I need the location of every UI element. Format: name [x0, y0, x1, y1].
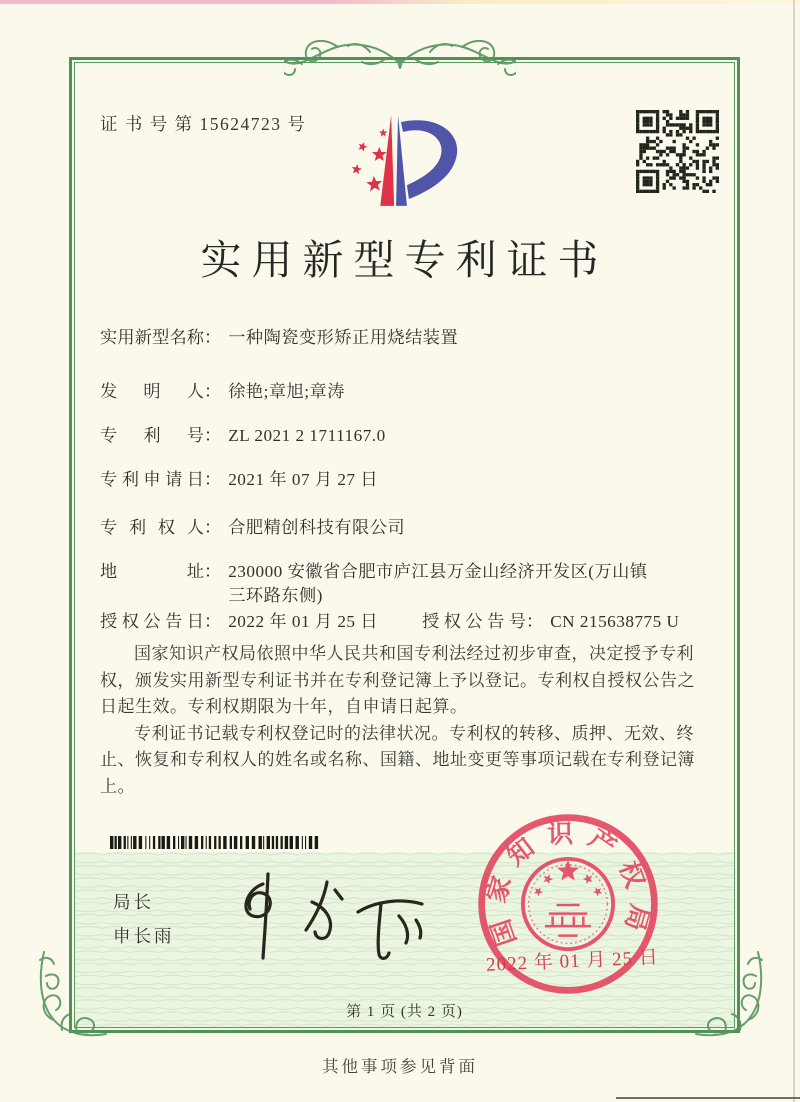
field-value: 合肥精创科技有限公司: [228, 518, 406, 537]
field-colon: ：: [204, 426, 222, 445]
bottom-right-flourish-icon: [690, 950, 768, 1044]
field-colon: ：: [204, 470, 222, 489]
signer-title: 局长: [113, 892, 154, 912]
certificate-number: 证 书 号 第 15624723 号: [100, 114, 307, 134]
field-colon: ：: [204, 562, 222, 581]
field-label: 专利权人: [100, 518, 204, 537]
legal-paragraph: 专利证书记载专利权登记时的法律状况。专利权的转移、质押、无效、终止、恢复和专利权人的姓名或名称、国籍、地址变更等事项记载在专利登记簿上。: [100, 723, 695, 796]
field-row-address: [100, 560, 664, 608]
field-value: ZL 2021 2 1711167.0: [228, 426, 386, 445]
signature-icon: [232, 870, 432, 962]
field-colon: ：: [204, 328, 222, 347]
page-indicator: 第 1 页 (共 2 页): [346, 1004, 463, 1020]
field-colon: ：: [526, 612, 544, 631]
field-colon: ：: [204, 382, 222, 401]
field-value: 2022 年 01 月 25 日: [228, 612, 379, 631]
field-label: 授权公告号: [422, 612, 527, 631]
field-row-name: [100, 326, 458, 350]
field-value: 2021 年 07 月 27 日: [228, 470, 379, 489]
scan-edge-artifact: [0, 0, 800, 4]
qr-code-icon: [636, 110, 719, 193]
field-row-patentee: [100, 516, 405, 540]
field-label: 专利号: [100, 426, 204, 445]
scan-edge-artifact: [793, 0, 795, 1102]
bottom-left-flourish-icon: [34, 950, 112, 1044]
field-value: 徐艳;章旭;章涛: [228, 382, 345, 401]
seal-agency-text: 国家知识产权局: [481, 819, 655, 950]
legal-text: [100, 641, 710, 800]
field-label: 授权公告日: [100, 612, 204, 631]
field-row-inventor: [100, 380, 345, 404]
field-value: 230000 安徽省合肥市庐江县万金山经济开发区(万山镇三环路东侧): [228, 562, 648, 605]
scan-edge-artifact: [616, 1097, 800, 1099]
seal-date: 2022 年 01 月 25 日: [485, 947, 660, 976]
field-label: 实用新型名称: [100, 328, 204, 347]
field-value: 一种陶瓷变形矫正用烧结装置: [228, 328, 459, 347]
cnipa-logo-icon: [328, 112, 476, 216]
legal-paragraph: 国家知识产权局依照中华人民共和国专利法经过初步审查，决定授予专利权，颁发实用新型专利证书并在专利登记簿上予以登记。专利权自授权公告之日起生效。专利权期限为十年，自申请日起算。: [100, 644, 695, 716]
field-row-grant: [100, 610, 679, 634]
back-note: 其他事项参见背面: [322, 1057, 478, 1076]
national-emblem-icon: [523, 859, 613, 949]
top-flourish-icon: [284, 33, 516, 87]
field-label: 专利申请日: [100, 470, 204, 489]
barcode-icon: [110, 836, 322, 849]
field-label: 地址: [100, 562, 204, 581]
field-label: 发明人: [100, 382, 204, 401]
field-colon: ：: [204, 612, 222, 631]
field-value: CN 215638775 U: [550, 612, 680, 631]
certificate-title: 实用新型专利证书: [200, 237, 609, 283]
field-colon: ：: [204, 518, 222, 537]
signer-name: 申长雨: [113, 926, 175, 946]
field-row-application-date: [100, 468, 378, 492]
field-row-patent-number: [100, 424, 386, 448]
